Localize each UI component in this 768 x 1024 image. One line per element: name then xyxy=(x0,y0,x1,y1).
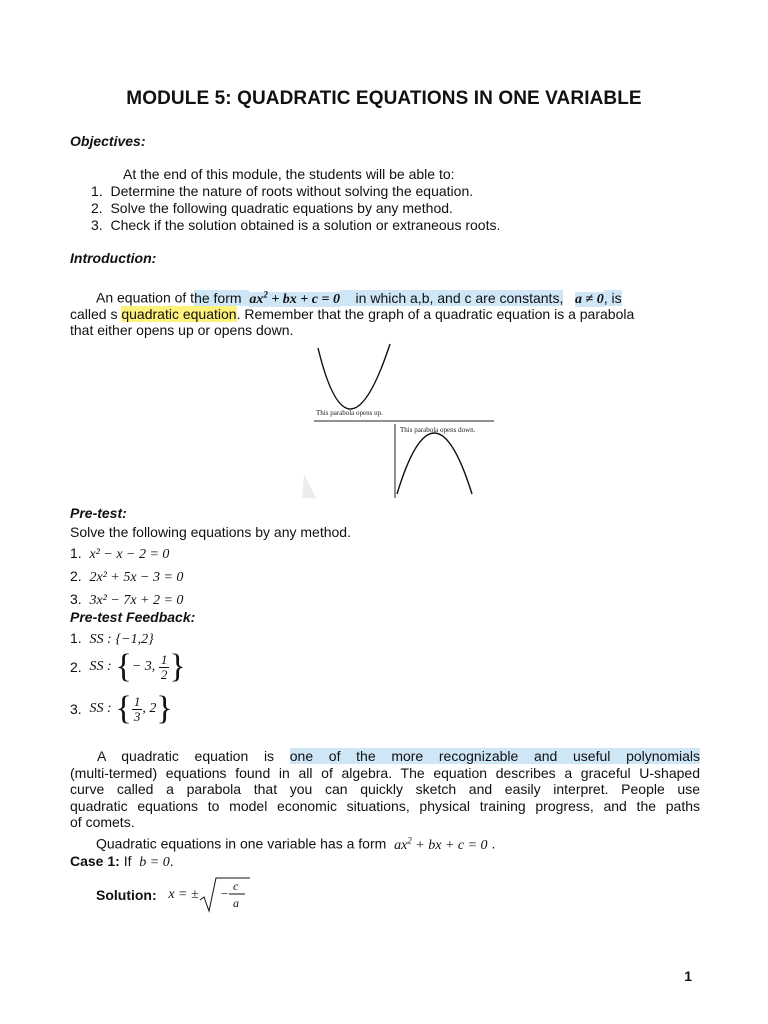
svg-text:c: c xyxy=(232,879,239,893)
svg-text:−: − xyxy=(219,886,229,901)
parabola-opens-up xyxy=(318,344,390,409)
form-sentence: Quadratic equations in one variable has a form $ax^2$ + bx + c = 0 . xyxy=(96,835,496,853)
pretest-instruction: Solve the following equations by any method. xyxy=(70,524,351,540)
pretest-item: 1. x² − x − 2 = 0 xyxy=(70,545,170,562)
decorative-shade xyxy=(302,474,316,498)
fraction-one-third: $\frac{1}{3}$ xyxy=(133,693,141,724)
solution-set-3: , 2 xyxy=(142,701,157,716)
pretest-item: 3. 3x² − 7x + 2 = 0 xyxy=(70,591,184,608)
quadratic-general-form: $ax^2$ + bx + c = 0 xyxy=(249,289,340,307)
introduction-heading: Introduction: xyxy=(70,250,157,266)
a-not-zero: a ≠ 0 xyxy=(575,291,604,307)
svg-text:a: a xyxy=(232,896,239,910)
intro-line-3: that either opens up or opens down. xyxy=(70,322,294,338)
pretest-item: 2. 2x² + 5x − 3 = 0 xyxy=(70,568,184,585)
intro-line-1: An equation of the form $ax^2$ + bx + c = 0 in which a,b, and c are constants, a ≠ 0, is xyxy=(96,289,622,307)
objective-item: 3. Check if the solution obtained is a solution or extraneous roots. xyxy=(91,217,501,233)
solution-set-1: {−1,2} xyxy=(115,632,154,647)
fraction-one-half: $\frac{1}{2}$ xyxy=(160,651,168,682)
feedback-item: 2. SS : {− 3, $\frac{1}{2}$ } xyxy=(70,648,186,685)
pretest-heading: Pre-test: xyxy=(70,505,127,521)
body-paragraph: A quadratic equation is one of the more recognizable and useful polynomials (multi-termed) equations found in all of algebra. The equation describes a graceful U-shaped curve called a parabola that you can quickly sketch and easily interpret. People use quadratic equations to model economic situations, physical training progress, and the paths of comets. xyxy=(70,748,700,830)
page-number: 1 xyxy=(684,968,692,984)
case-1-line: Case 1: If b = 0. xyxy=(70,853,174,870)
parabola-opens-down xyxy=(397,433,472,494)
solution-set-2: − 3, xyxy=(131,659,159,674)
objective-item: 1. Determine the nature of roots without solving the equation. xyxy=(91,183,474,199)
objectives-lead: At the end of this module, the students will be able to: xyxy=(123,166,455,182)
page-title: MODULE 5: QUADRATIC EQUATIONS IN ONE VARIABLE xyxy=(126,88,642,109)
label-opens-up: This parabola opens up. xyxy=(316,409,383,417)
label-opens-down: This parabola opens down. xyxy=(400,426,476,434)
square-root-formula xyxy=(199,876,251,914)
intro-line-2: called s quadratic equation. Remember that the graph of a quadratic equation is a parabola xyxy=(70,306,635,322)
parabola-figure xyxy=(296,342,506,502)
solution-line: Solution: x = ± − c a xyxy=(96,876,251,914)
objective-item: 2. Solve the following quadratic equations by any method. xyxy=(91,200,453,216)
feedback-item: 3. SS : { $\frac{1}{3}$ , 2} xyxy=(70,690,173,727)
objectives-heading: Objectives: xyxy=(70,133,146,149)
feedback-item: 1. SS : {−1,2} xyxy=(70,630,154,647)
feedback-heading: Pre-test Feedback: xyxy=(70,609,196,625)
